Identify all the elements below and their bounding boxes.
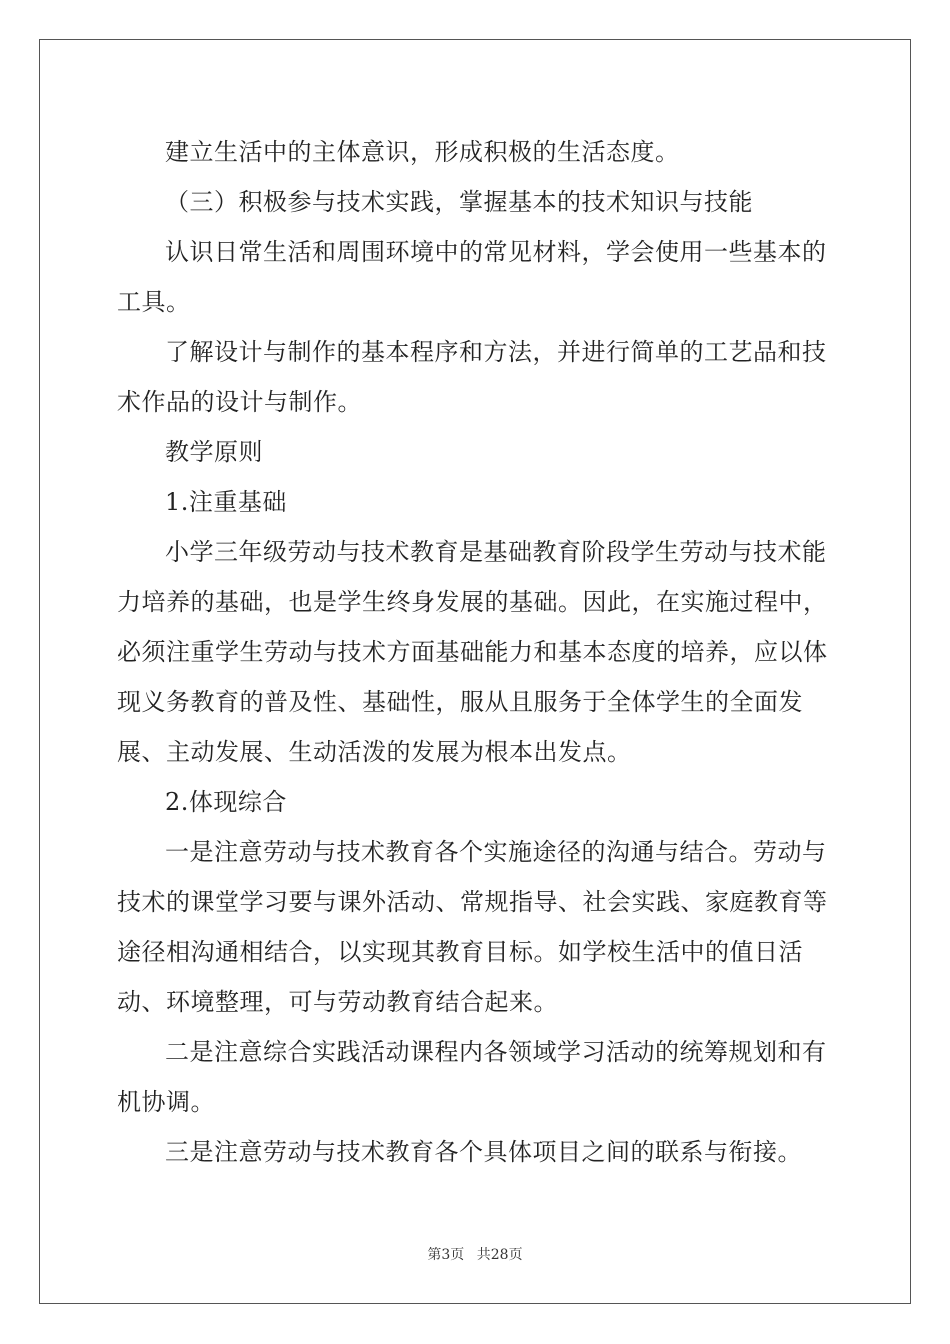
section-heading: 教学原则 [165,438,263,466]
paragraph: 了解设计与制作的基本程序和方法，并进行简单的工艺品和技术作品的设计与制作。 [117,338,827,416]
paragraph: 建立生活中的主体意识，形成积极的生活态度。 [165,138,680,166]
subheading: 2.体现综合 [165,788,287,816]
paragraph: 三是注意劳动与技术教育各个具体项目之间的联系与衔接。 [165,1138,802,1166]
document-body [117,127,833,1177]
page-footer [0,1244,950,1264]
page-number: 第3页 [427,1247,465,1263]
paragraph: 二是注意综合实践活动课程内各领域学习活动的统筹规划和有机协调。 [117,1038,827,1116]
page-total: 共28页 [476,1247,523,1263]
subheading: 1.注重基础 [165,488,287,516]
paragraph: 认识日常生活和周围环境中的常见材料，学会使用一些基本的工具。 [117,238,827,316]
section-heading: （三）积极参与技术实践，掌握基本的技术知识与技能 [165,188,753,216]
paragraph: 小学三年级劳动与技术教育是基础教育阶段学生劳动与技术能力培养的基础，也是学生终身发展的基础。因此，在实施过程中，必须注重学生劳动与技术方面基础能力和基本态度的培养，应以体现义务教育的普及性、基础性，服从且服务于全体学生的全面发展、主动发展、生动活泼的发展为根本出发点。 [117,538,828,766]
paragraph: 一是注意劳动与技术教育各个实施途径的沟通与结合。劳动与技术的课堂学习要与课外活动、常规指导、社会实践、家庭教育等途径相沟通相结合，以实现其教育目标。如学校生活中的值日活动、环境整理，可与劳动教育结合起来。 [117,838,828,1016]
